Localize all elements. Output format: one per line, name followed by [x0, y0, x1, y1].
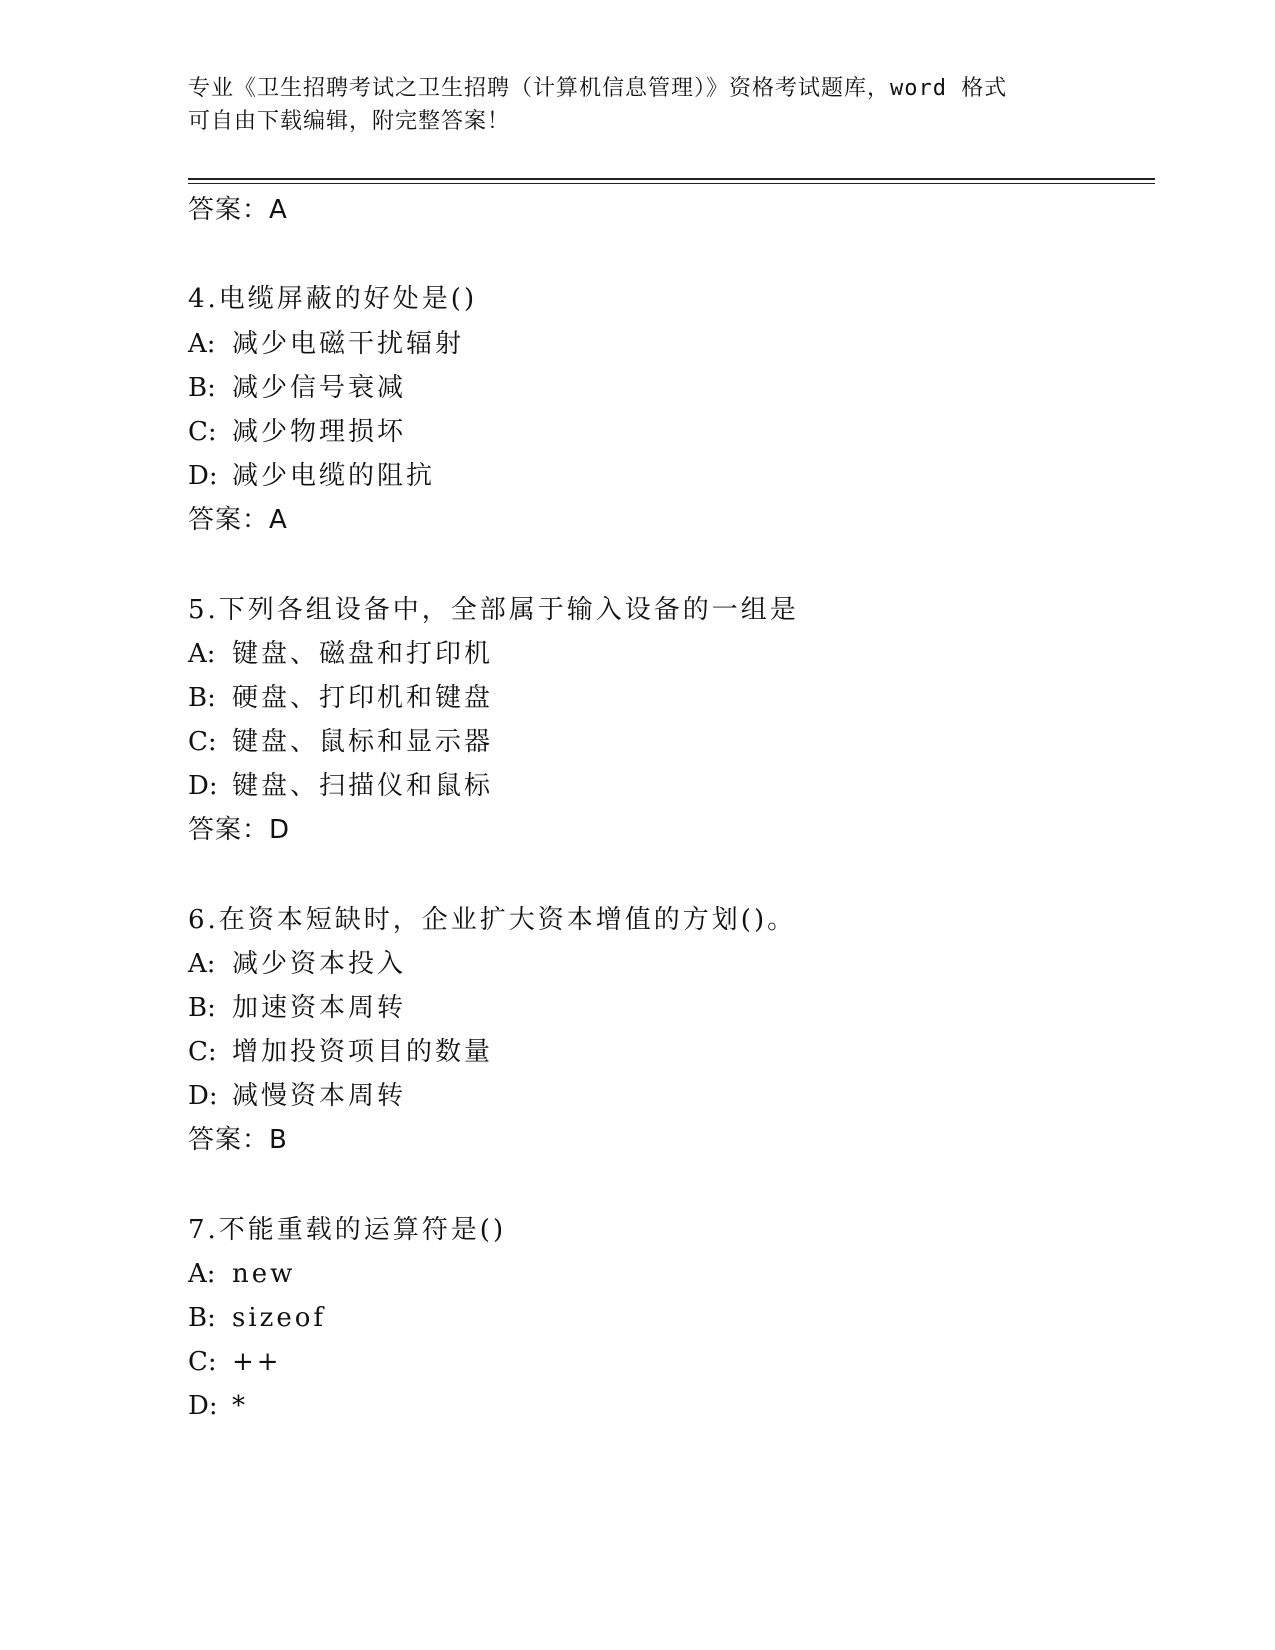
question-6-option-a — [188, 949, 406, 979]
question-7-option-d — [188, 1391, 248, 1421]
option-text: ++ — [232, 1347, 282, 1377]
question-7-option-a — [188, 1259, 295, 1289]
option-text: 减慢资本周转 — [232, 1081, 407, 1111]
option-label: C: — [188, 727, 217, 757]
option-label: D: — [188, 771, 218, 801]
option-text: 减少信号衰减 — [232, 373, 407, 403]
question-6-option-b — [188, 993, 406, 1023]
option-label: D: — [188, 1081, 218, 1111]
header-line-1: 专业《卫生招聘考试之卫生招聘（计算机信息管理）》资格考试题库，word 格式 — [188, 76, 1008, 101]
option-text: 键盘、磁盘和打印机 — [232, 639, 494, 669]
option-label: B: — [188, 1303, 216, 1333]
question-4-answer: 答案：A — [188, 505, 288, 535]
option-text: 减少电缆的阻抗 — [232, 461, 436, 491]
question-5-answer: 答案：D — [188, 815, 291, 845]
option-label: C: — [188, 1347, 217, 1377]
option-text: 键盘、鼠标和显示器 — [232, 727, 494, 757]
option-text: * — [232, 1391, 248, 1421]
header-line-2: 可自由下载编辑，附完整答案！ — [188, 109, 511, 134]
option-label: A: — [188, 1259, 216, 1289]
option-label: A: — [188, 949, 216, 979]
header-divider-thick — [188, 178, 1155, 180]
option-label: B: — [188, 373, 216, 403]
option-text: 减少电磁干扰辐射 — [232, 329, 465, 359]
question-4-option-a — [188, 329, 464, 359]
option-text: 加速资本周转 — [232, 993, 407, 1023]
option-label: A: — [188, 639, 216, 669]
option-text: 增加投资项目的数量 — [232, 1037, 494, 1067]
question-6-answer: 答案：B — [188, 1125, 288, 1155]
question-6-option-c — [188, 1037, 493, 1067]
option-text: sizeof — [232, 1303, 327, 1333]
option-label: C: — [188, 1037, 217, 1067]
option-text: 键盘、扫描仪和鼠标 — [232, 771, 494, 801]
question-6-stem: 6.在资本短缺时，企业扩大资本增值的方划()。 — [188, 905, 797, 935]
question-4-option-c — [188, 417, 406, 447]
option-label: A: — [188, 329, 216, 359]
option-text: new — [232, 1259, 296, 1289]
option-text: 减少物理损坏 — [232, 417, 407, 447]
option-label: C: — [188, 417, 217, 447]
question-4-option-b — [188, 373, 406, 403]
question-4-stem: 4.电缆屏蔽的好处是() — [188, 284, 478, 314]
question-4-option-d — [188, 461, 435, 491]
question-5-stem: 5.下列各组设备中，全部属于输入设备的一组是 — [188, 595, 799, 625]
header-divider-thin — [188, 183, 1155, 184]
question-5-option-a — [188, 639, 493, 669]
document-header — [188, 72, 1088, 138]
question-7-option-b — [188, 1303, 326, 1333]
option-label: B: — [188, 993, 216, 1023]
option-label: D: — [188, 461, 218, 491]
question-5-option-c — [188, 727, 493, 757]
question-7-stem: 7.不能重载的运算符是() — [188, 1215, 507, 1245]
question-6-option-d — [188, 1081, 406, 1111]
question-7-option-c — [188, 1347, 282, 1377]
option-text: 硬盘、打印机和键盘 — [232, 683, 494, 713]
option-label: B: — [188, 683, 216, 713]
option-text: 减少资本投入 — [232, 949, 407, 979]
option-label: D: — [188, 1391, 218, 1421]
question-5-option-d — [188, 771, 493, 801]
answer-prev: 答案：A — [188, 195, 288, 225]
question-5-option-b — [188, 683, 493, 713]
